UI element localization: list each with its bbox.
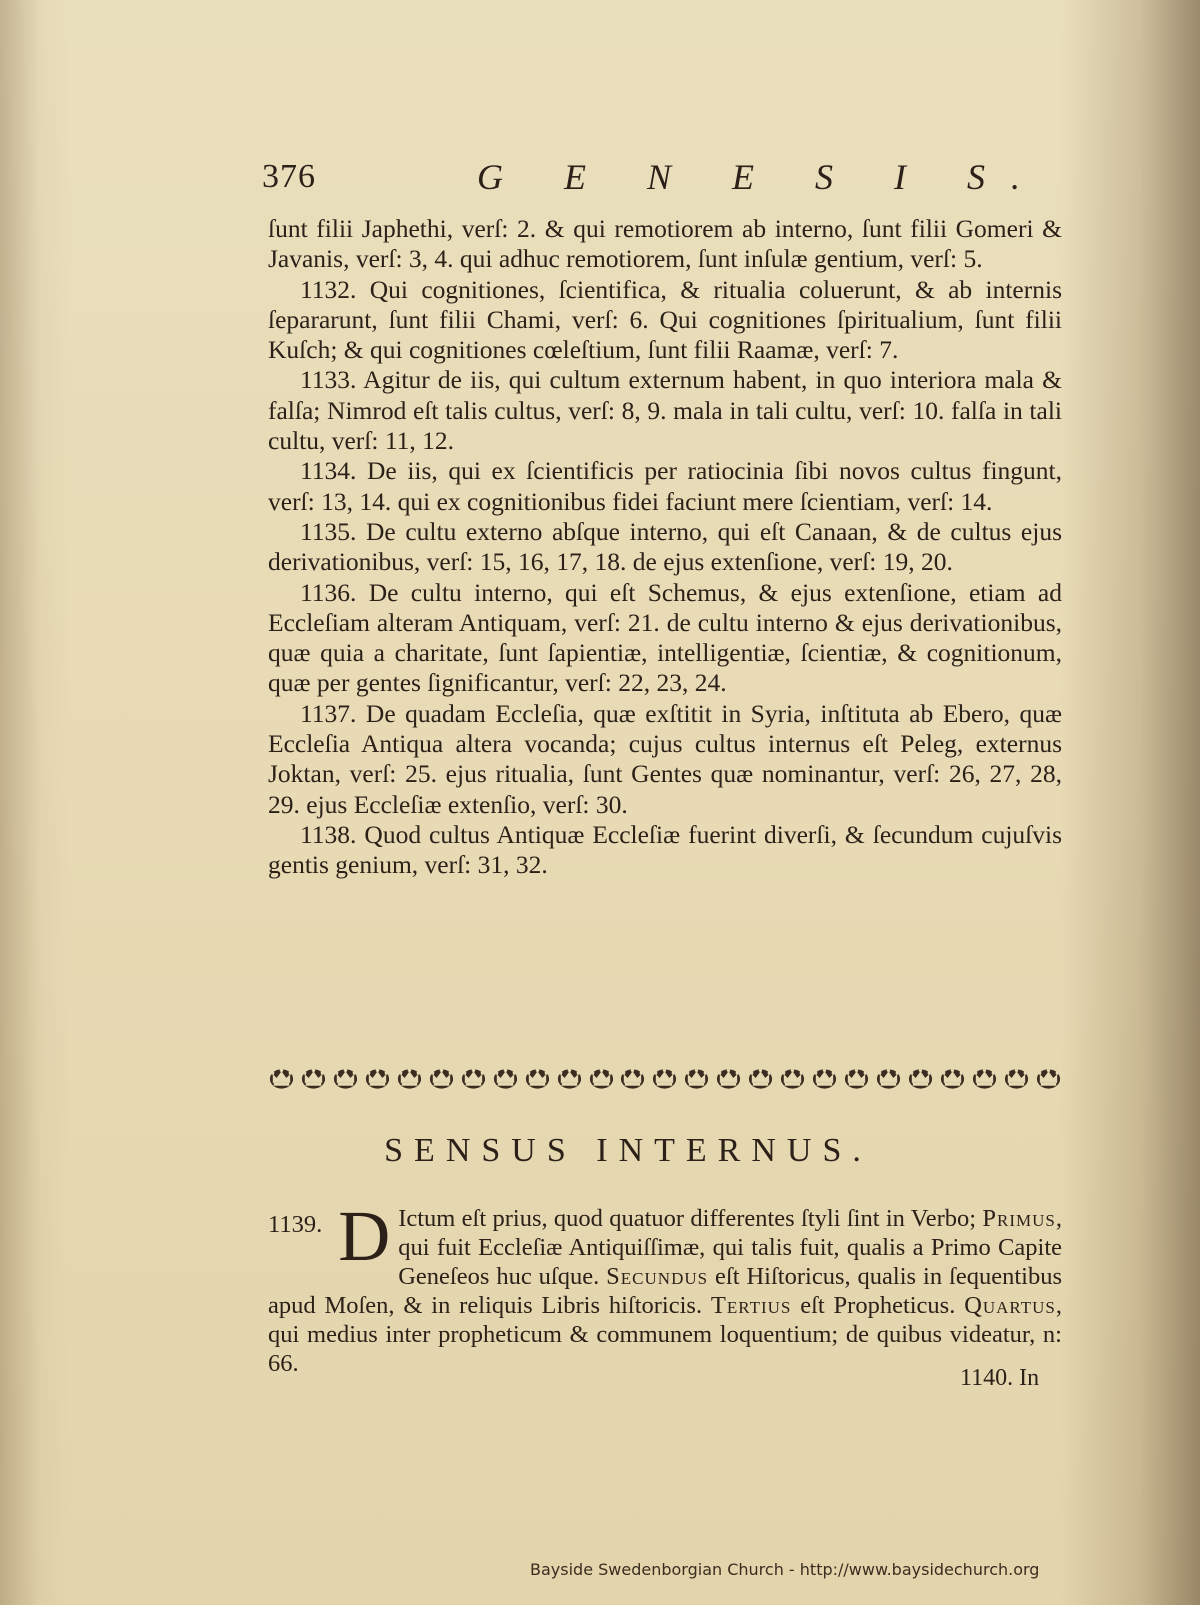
crown-icon xyxy=(939,1064,966,1092)
crown-icon xyxy=(364,1064,391,1092)
crown-icon xyxy=(556,1064,583,1092)
crown-icon xyxy=(268,1064,295,1092)
section-heading: SENSUS INTERNUS. xyxy=(384,1132,872,1169)
footer-credit: Bayside Swedenborgian Church - http://www.baysidechurch.org xyxy=(530,1560,1040,1579)
crown-icon xyxy=(651,1064,678,1092)
small-caps-term: Quartus xyxy=(964,1292,1056,1319)
crown-icon xyxy=(300,1064,327,1092)
small-caps-term: Primus xyxy=(982,1205,1056,1232)
crown-icon xyxy=(715,1064,742,1092)
crown-icon xyxy=(428,1064,455,1092)
text-run: eſt Propheticus. xyxy=(791,1292,965,1319)
crown-icon xyxy=(588,1064,615,1092)
paragraph-1136: 1136. De cultu interno, qui eſt Schemus, & ejus extenſione, etiam ad Eccleſiam alteram Antiquam, verſ: 21. de cultu interno & ejus derivationibus, quæ quia a charitate, ſunt ſapientiæ, intelligentiæ, ſcientiæ, & cognitionum, quæ per gentes ſignificantur, verſ: 22, 23, 24. xyxy=(268,577,1062,698)
small-caps-term: Secundus xyxy=(606,1263,709,1290)
small-caps-term: Tertius xyxy=(710,1292,792,1319)
paragraph-1134: 1134. De iis, qui ex ſcientificis per ratiocinia ſibi novos cultus fingunt, verſ: 13, 14. qui ex cognitionibus fidei faciunt mere ſcientiam, verſ: 14. xyxy=(268,456,1062,516)
crown-icon xyxy=(492,1064,519,1092)
crown-icon xyxy=(779,1064,806,1092)
paragraph-1137: 1137. De quadam Eccleſia, quæ exſtitit in Syria, inſtituta ab Ebero, quæ Eccleſia Antiqua altera vocanda; cujus cultus internus eſt Peleg, externus Joktan, verſ: 25. ejus ritualia, ſunt Gentes quæ nominantur, verſ: 26, 27, 28, 29. ejus Eccleſiæ extenſio, verſ: 30. xyxy=(268,698,1062,819)
text-run: , qui fuit Eccleſiæ Antiquiſſimæ, qui talis fuit, qualis a Primo Capite Geneſeos huc uſque. xyxy=(398,1205,1062,1290)
crown-icon xyxy=(907,1064,934,1092)
crown-icon xyxy=(619,1064,646,1092)
crown-ornament-band xyxy=(268,1064,1062,1100)
crown-icon xyxy=(1035,1064,1062,1092)
paragraph-1132: 1132. Qui cognitiones, ſcientifica, & ritualia coluerunt, & ab internis ſepararunt, ſunt filii Chami, verſ: 6. Qui cognitiones ſpiritualium, ſunt filii Kuſch; & qui cognitiones cœleſtium, ſunt filii Raamæ, verſ: 7. xyxy=(268,274,1062,365)
book-title: G E N E S I S. xyxy=(477,157,1046,197)
crown-icon xyxy=(332,1064,359,1092)
catchword: 1140. In xyxy=(960,1365,1040,1391)
paragraph-1139 xyxy=(268,1196,1062,1378)
crown-icon xyxy=(747,1064,774,1092)
page-number: 376 xyxy=(262,158,316,195)
paragraph-1133: 1133. Agitur de iis, qui cultum externum habent, in quo interiora mala & falſa; Nimrod eſt talis cultus, verſ: 8, 9. mala in tali cultu, verſ: 10. falſa in tali cultu, verſ: 11, 12. xyxy=(268,365,1062,456)
crown-icon xyxy=(843,1064,870,1092)
summary-text xyxy=(268,214,1062,881)
crown-icon xyxy=(971,1064,998,1092)
crown-icon xyxy=(683,1064,710,1092)
paragraph-1138: 1138. Quod cultus Antiquæ Eccleſiæ fuerint diverſi, & ſecundum cujuſvis gentis genium, verſ: 31, 32. xyxy=(268,819,1062,880)
running-head xyxy=(262,158,1062,208)
crown-icon xyxy=(1003,1064,1030,1092)
text-run: Ictum eſt prius, quod quatuor differentes ſtyli ſint in Verbo; xyxy=(398,1205,983,1232)
drop-cap: D xyxy=(338,1196,391,1276)
crown-icon xyxy=(460,1064,487,1092)
paragraph-number: 1139. xyxy=(268,1211,323,1238)
crown-icon xyxy=(875,1064,902,1092)
paragraph-continued: ſunt filii Japhethi, verſ: 2. & qui remotiorem ab interno, ſunt filii Gomeri & Javanis, verſ: 3, 4. qui adhuc remotiorem, ſunt inſulæ gentium, verſ: 5. xyxy=(268,214,1062,274)
crown-icon xyxy=(524,1064,551,1092)
text-run: eſt Hiſtoricus, qualis in ſequentibus apud Moſen, & in reliquis Libris hiſtoricis. xyxy=(268,1263,1062,1319)
paragraph-1135: 1135. De cultu externo abſque interno, qui eſt Canaan, & de cultus ejus derivationibus, verſ: 15, 16, 17, 18. de ejus extenſione, verſ: 19, 20. xyxy=(268,516,1062,577)
crown-icon xyxy=(811,1064,838,1092)
crown-icon xyxy=(396,1064,423,1092)
text-run: , qui medius inter propheticum & communem loquentium; de quibus videatur, n: 66. xyxy=(268,1292,1062,1377)
